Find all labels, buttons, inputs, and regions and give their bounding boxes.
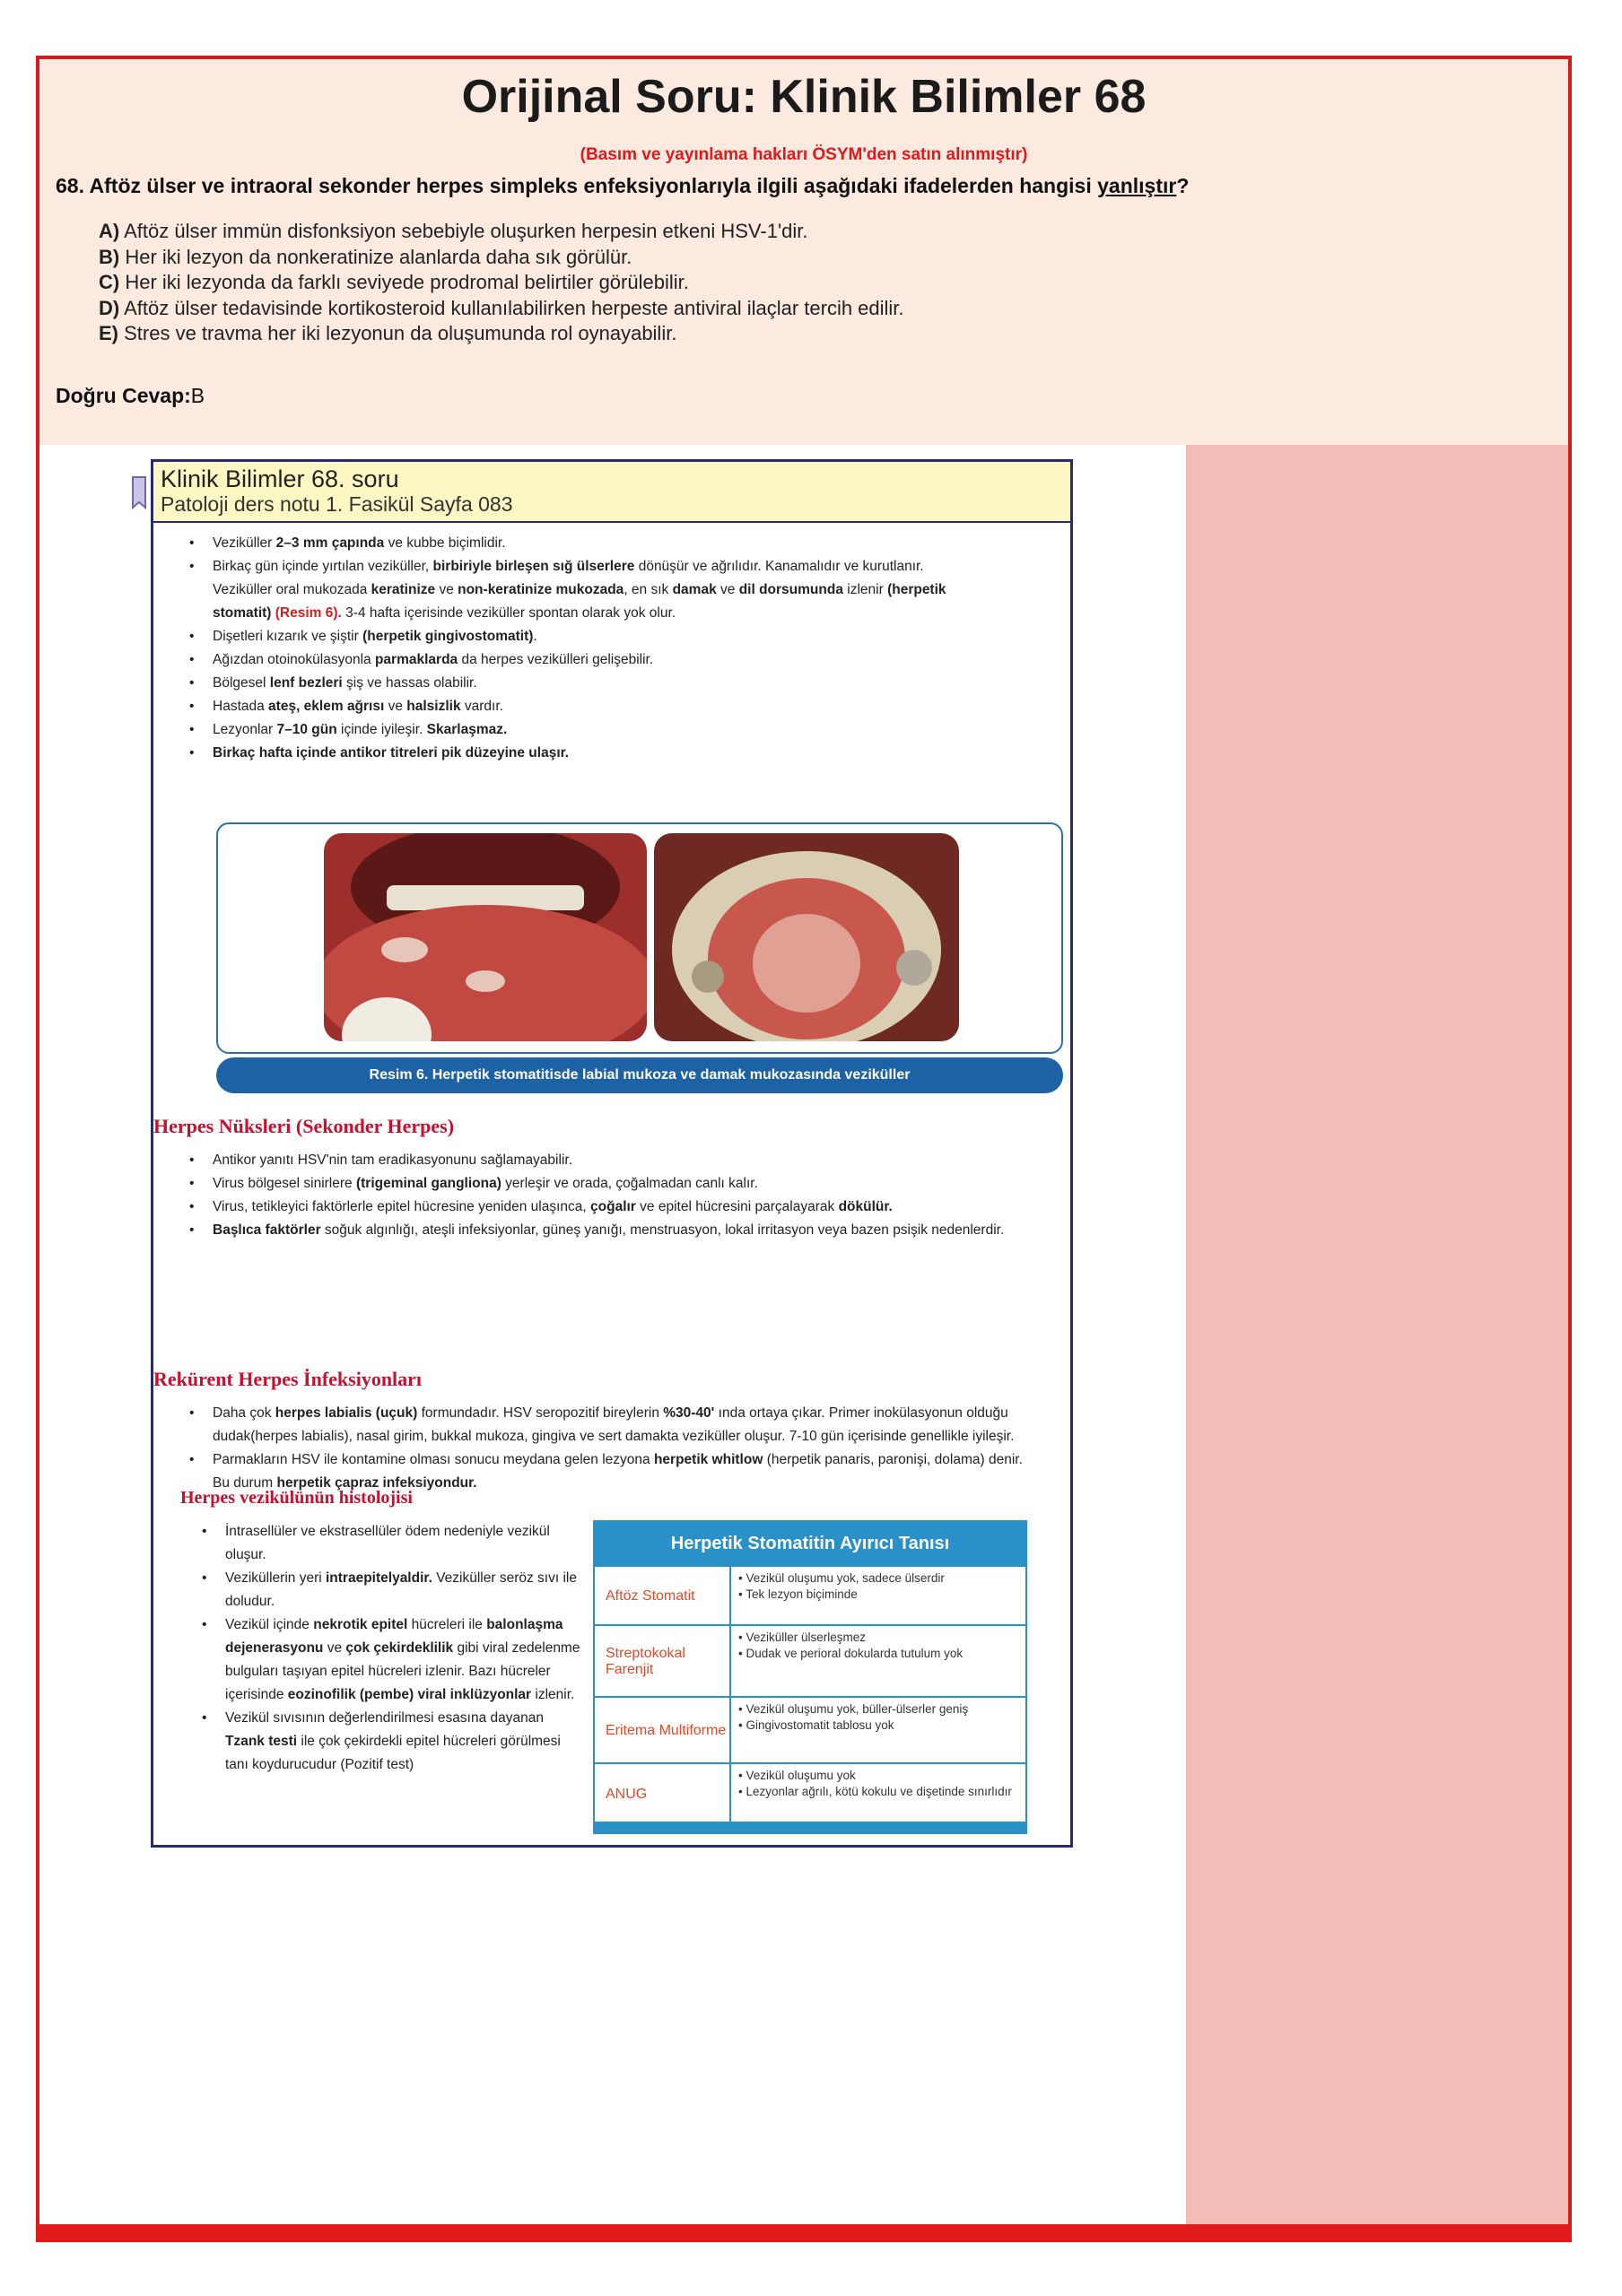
list-item: • Hastada ateş, eklem ağrısı ve halsizlik vardır. [177,695,984,718]
page-title: Orijinal Soru: Klinik Bilimler 68 [461,71,1147,123]
side-panel [1186,445,1568,2230]
question-panel [39,59,1568,445]
lecture-note [151,459,1073,1848]
list-item: • Lezyonlar 7–10 gün içinde iyileşir. Skarlaşmaz. [177,718,984,742]
list-item: • Vezikül içinde nekrotik epitel hücreleri ile balonlaşma dejenerasyonu ve çok çekirdeklilik gibi viral zedelenme bulguları taşıyan epitel hücreleri izlenir. Bazı hücreler içerisinde eozinofilik (pembe) viral inklüzyonlar izlenir. [189,1613,584,1707]
bullets-histology [189,1520,584,1777]
bookmark-icon [129,475,149,513]
question-emphasis: yanlıştır [1097,174,1177,197]
section-heading: Rekürent Herpes İnfeksiyonları [153,1368,423,1390]
table-row [595,1624,1025,1698]
list-item: • Birkaç hafta içinde antikor titreleri pik düzeyine ulaşır. [177,742,984,765]
table-footer-bar [595,1822,1025,1832]
bullets-recurrence [177,1149,1040,1242]
list-item: • Ağızdan otoinokülasyonla parmaklarda da herpes vezikülleri gelişebilir. [177,648,984,672]
correct-answer: Doğru Cevap:B [56,384,205,407]
table-row-label: Streptokokal Farenjit [595,1626,731,1698]
list-item: • Vezikül sıvısının değerlendirilmesi esasına dayanan Tzank testi ile çok çekirdekli epitel hücreleri görülmesi tanı koydurucudur (Pozitif test) [189,1707,584,1777]
table-row [595,1565,1025,1626]
bullets-recurrent-infection [177,1402,1040,1495]
table-row [595,1696,1025,1764]
section-heading: Herpes vezikülünün histolojisi [180,1488,413,1508]
list-item: • Başlıca faktörler soğuk algınlığı, ateşli infeksiyonlar, güneş yanığı, menstruasyon, lokal irritasyon veya bazen psişik nedenlerdir. [177,1219,1040,1242]
figure-frame [216,822,1063,1054]
table-row-label: Eritema Multiforme [595,1698,731,1764]
list-item: • Birkaç gün içinde yırtılan veziküller, birbiriyle birleşen sığ ülserlere dönüşür ve ağrılıdır. Kanamalıdır ve kurutlanır. Veziküller oral mukozada keratinize ve non-keratinize mukozada, en sık damak ve dil dorsumunda izlenir (herpetik stomatit) (Resim 6). 3-4 hafta içerisinde veziküller spontan olarak yok olur. [177,555,984,625]
option-e: E) Stres ve travma her iki lezyonun da oluşumunda rol oynayabilir. [99,322,677,344]
labial-mucosa-photo [324,833,647,1041]
list-item: • Daha çok herpes labialis (uçuk) formundadır. HSV seropozitif bireylerin %30-40' ında ortaya çıkar. Primer inokülasyonun olduğu dudak(herpes labialis), nasal girim, bukkal mukoza, gingiva ve sert damakta veziküller oluşur. 7-10 gün içerisinde genellikle iyileşir. [177,1402,1040,1448]
table-title: Herpetik Stomatitin Ayırıcı Tanısı [595,1522,1025,1565]
option-b: B) Her iki lezyon da nonkeratinize alanlarda daha sık görülür. [99,245,632,268]
bottom-bar [36,2224,1572,2242]
option-d: D) Aftöz ülser tedavisinde kortikosteroid kullanılabilirken herpeste antiviral ilaçlar tercih edilir. [99,296,904,319]
table-row [595,1762,1025,1825]
table-row-label: Aftöz Stomatit [595,1567,731,1626]
bullets-primary [177,532,984,765]
list-item: • Parmakların HSV ile kontamine olması sonucu meydana gelen lezyona herpetik whitlow (herpetik panaris, paronişi, dolama) denir. Bu durum herpetik çapraz infeksiyondur. [177,1448,1040,1495]
list-item: • Veziküller 2–3 mm çapında ve kubbe biçimlidir. [177,532,984,555]
section-heading: Herpes Nüksleri (Sekonder Herpes) [153,1115,455,1137]
options-list [99,219,1444,347]
list-item: • Bölgesel lenf bezleri şiş ve hassas olabilir. [177,672,984,695]
table-row-desc: • Vezikül oluşumu yok, büller-ülserler geniş • Gingivostomatit tablosu yok [738,1702,969,1732]
list-item: • İntrasellüler ve ekstrasellüler ödem nedeniyle vezikül oluşur. [189,1520,584,1567]
palate-photo [654,833,959,1041]
list-item: • Veziküllerin yeri intraepitelyaldir. Veziküller seröz sıvı ile doludur. [189,1567,584,1613]
table-row-desc: • Vezikül oluşumu yok • Lezyonlar ağrılı, kötü kokulu ve dişetinde sınırlıdır [738,1769,1012,1798]
list-item: • Dişetleri kızarık ve şiştir (herpetik gingivostomatit). [177,625,984,648]
option-a: A) Aftöz ülser immün disfonksiyon sebebiyle oluşurken herpesin etkeni HSV-1'dir. [99,220,808,242]
table-row-desc: • Veziküller ülserleşmez • Dudak ve perioral dokularda tutulum yok [738,1631,964,1660]
table-row-label: ANUG [595,1764,731,1825]
table-row-desc: • Vezikül oluşumu yok, sadece ülserdir • Tek lezyon biçiminde [738,1571,945,1601]
figure-caption: Resim 6. Herpetik stomatitisde labial mukoza ve damak mukozasında veziküller [216,1057,1063,1093]
list-item: • Virus, tetikleyici faktörlerle epitel hücresine yeniden ulaşınca, çoğalır ve epitel hücresini parçalayarak dökülür. [177,1196,1040,1219]
note-title: Klinik Bilimler 68. soru [161,465,399,492]
differential-diagnosis-table [593,1520,1027,1834]
note-subtitle: Patoloji ders notu 1. Fasikül Sayfa 083 [161,492,513,516]
option-c: C) Her iki lezyonda da farklı seviyede prodromal belirtiler görülebilir. [99,271,689,293]
list-item: • Virus bölgesel sinirlere (trigeminal ganglionа) yerleşir ve orada, çoğalmadan canlı kalır. [177,1172,1040,1196]
list-item: • Antikor yanıtı HSV'nin tam eradikasyonunu sağlamayabilir. [177,1149,1040,1172]
rights-notice: (Basım ve yayınlama hakları ÖSYM'den satın alınmıştır) [580,145,1028,164]
note-header [153,462,1070,523]
question-text: 68. Aftöz ülser ve intraoral sekonder herpes simpleks enfeksiyonlarıyla ilgili aşağıdaki ifadelerden hangisi yanlıştır? [56,174,1190,197]
